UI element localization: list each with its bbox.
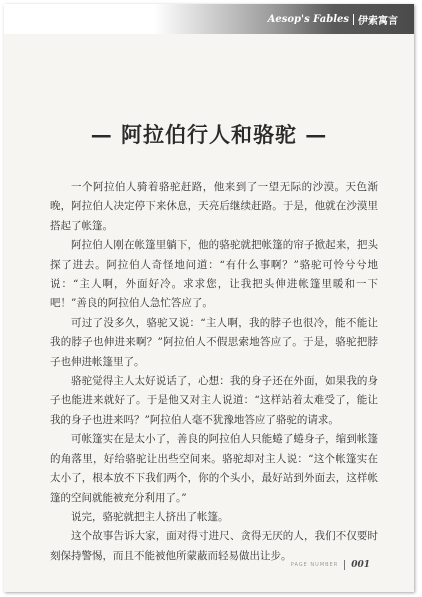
header-english-title: Aesop's Fables xyxy=(267,13,349,25)
page-number: 001 xyxy=(351,560,370,570)
page-number-label: PAGE NUMBER xyxy=(290,562,339,568)
running-header-text xyxy=(268,12,398,26)
paragraph: 一个阿拉伯人骑着骆驼赶路，他来到了一望无际的沙漠。天色渐晚，阿拉伯人决定停下来休息，天亮后继续赶路。于是，他就在沙漠里搭起了帐篷。 xyxy=(50,181,378,232)
running-header xyxy=(4,4,414,34)
story-body xyxy=(50,178,378,566)
paragraph: 这个故事告诉大家，面对得寸进尺、贪得无厌的人，我们不仅要时刻保持警惕，而且不能被他所蒙蔽而轻易做出让步。 xyxy=(50,530,378,562)
header-chinese-title: 伊索寓言 xyxy=(358,15,398,27)
header-divider xyxy=(353,14,354,25)
page-footer xyxy=(291,560,370,570)
paragraph: 可过了没多久，骆驼又说：“主人啊，我的脖子也很冷，能不能让我的脖子也伸进来啊？”阿拉伯人不假思索地答应了。于是，骆驼把脖子也伸进帐篷里了。 xyxy=(50,316,378,368)
paragraph: 阿拉伯人刚在帐篷里躺下，他的骆驼就把帐篷的帘子掀起来，把头探了进去。阿拉伯人奇怪地问道：“有什么事啊？”骆驼可怜兮兮地说：“主人啊，外面好冷。求求您，让我把头伸进帐篷里暖和一下吧！”善良的阿拉伯人急忙答应了。 xyxy=(50,239,378,310)
footer-divider xyxy=(344,560,345,570)
story-title: — 阿拉伯行人和骆驼 — xyxy=(90,122,328,147)
paragraph: 骆驼觉得主人太好说话了，心想：我的身子还在外面，如果我的身子也能进来就好了。于是他又对主人说道：“这样站着太难受了，能让我的身子也进来吗？”阿拉伯人毫不犹豫地答应了骆驼的请求。 xyxy=(50,375,378,426)
paragraph: 可帐篷实在是太小了，善良的阿拉伯人只能蜷了蜷身子，缩到帐篷的角落里，好给骆驼让出些空间来。骆驼却对主人说：“这个帐篷实在太小了，根本放不下我们两个，你的个头小，最好站到外面去，这样帐篷的空间就能被充分利用了。” xyxy=(50,433,378,504)
book-page xyxy=(4,4,414,592)
paragraph: 说完，骆驼就把主人挤出了帐篷。 xyxy=(71,510,229,523)
